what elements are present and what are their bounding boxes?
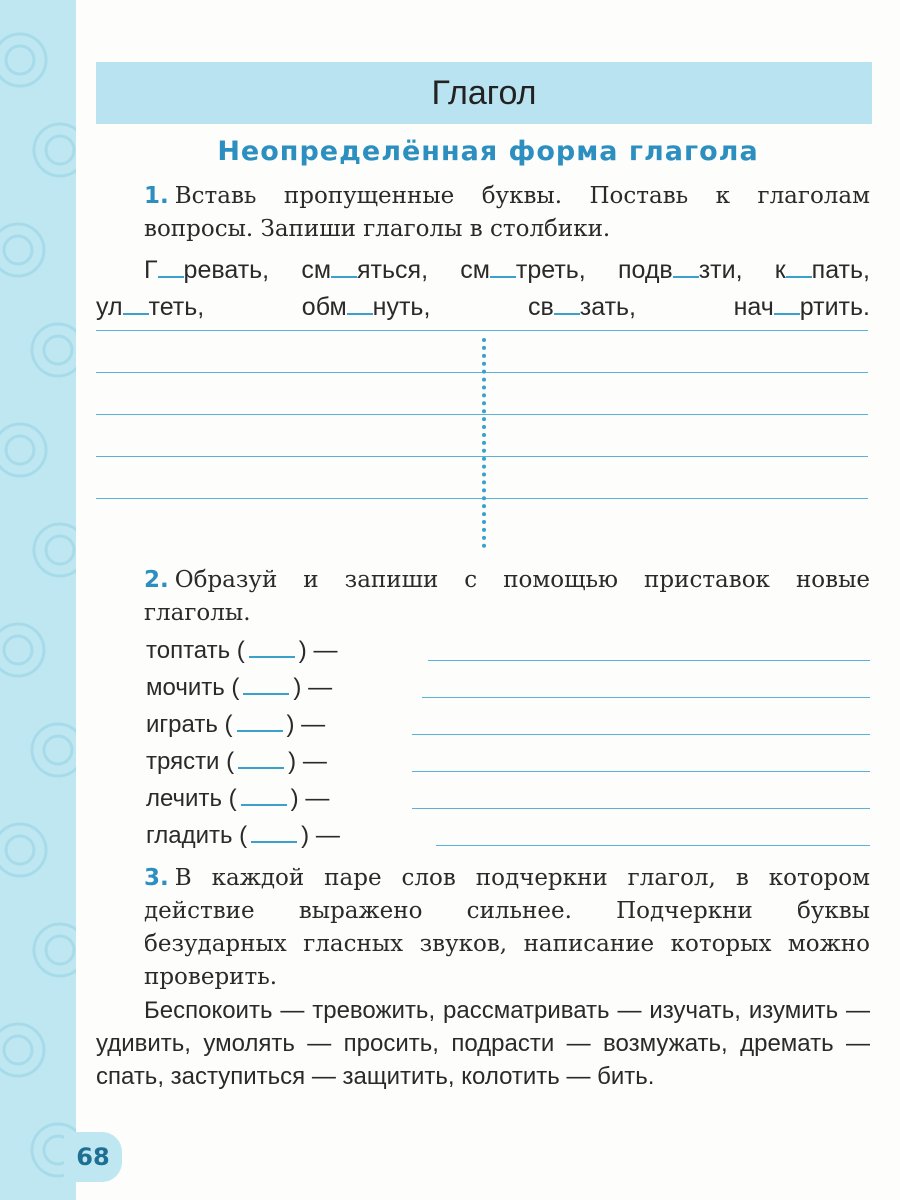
prefix-blank[interactable] bbox=[237, 710, 283, 732]
word-start: обм bbox=[301, 293, 347, 321]
answer-line[interactable] bbox=[412, 734, 870, 735]
letter-blank[interactable] bbox=[786, 254, 812, 278]
word-with-blank bbox=[301, 256, 428, 284]
prefix-blank[interactable] bbox=[243, 673, 289, 695]
paren-open: ( bbox=[221, 785, 237, 812]
answer-line[interactable] bbox=[412, 808, 870, 809]
paren-open: ( bbox=[217, 711, 233, 738]
word-with-blank bbox=[528, 293, 636, 321]
verb-prompt bbox=[146, 784, 329, 813]
paren-open: ( bbox=[232, 822, 248, 849]
task-1-word-list bbox=[96, 252, 870, 326]
paren-close: ) bbox=[298, 637, 314, 664]
word-end: яться, bbox=[357, 256, 429, 284]
prefix-blank[interactable] bbox=[251, 821, 297, 843]
page-title: Глагол bbox=[431, 74, 537, 112]
dash: — bbox=[301, 711, 326, 738]
word-end: ревать, bbox=[183, 256, 270, 284]
answer-line[interactable] bbox=[436, 845, 870, 846]
word-with-blank bbox=[302, 293, 431, 321]
verb-text: топтать bbox=[146, 637, 231, 664]
section-subtitle: Неопределённая форма глагола bbox=[217, 136, 759, 167]
word-with-blank bbox=[460, 256, 586, 284]
verb-prompt bbox=[146, 636, 337, 665]
writing-line[interactable] bbox=[96, 330, 868, 331]
verb-row bbox=[146, 782, 870, 818]
verb-prompt bbox=[146, 710, 325, 739]
decorative-side-strip bbox=[0, 0, 76, 1200]
task-3-text: Беспокоить — тревожить, рассматривать — изучать, изумить — удивить, умолять — просить, подрасти — возмужать, дремать — спать, заступиться — защитить, колотить — бить. bbox=[96, 997, 870, 1090]
word-with-blank bbox=[144, 256, 269, 284]
column-divider bbox=[482, 338, 486, 548]
verb-row bbox=[146, 671, 870, 707]
letter-blank[interactable] bbox=[158, 254, 184, 278]
prefix-blank[interactable] bbox=[238, 747, 284, 769]
prefix-blank[interactable] bbox=[249, 636, 295, 658]
verb-text: лечить bbox=[146, 785, 222, 812]
word-start: к bbox=[774, 256, 786, 284]
paren-close: ) bbox=[288, 748, 303, 775]
dash: — bbox=[308, 674, 333, 701]
word-start: св bbox=[527, 293, 554, 321]
task-3-instruction: В каждой паре слов подчеркни глагол, в котором действие выражено сильнее. Подчеркни буквы безударных гласных звуков, написание которых можно проверить. bbox=[144, 865, 870, 990]
word-end: зать, bbox=[579, 293, 637, 321]
verb-text: гладить bbox=[146, 822, 233, 849]
page-number: 68 bbox=[64, 1132, 122, 1182]
task-2-number: 2. bbox=[144, 567, 169, 593]
letter-blank[interactable] bbox=[673, 254, 699, 278]
paren-close: ) bbox=[286, 711, 302, 738]
paren-open: ( bbox=[224, 674, 240, 701]
word-with-blank bbox=[734, 293, 870, 321]
task-1-writing-lines bbox=[96, 330, 868, 550]
paren-close: ) bbox=[293, 674, 309, 701]
dash: — bbox=[313, 637, 338, 664]
word-start: ул bbox=[96, 293, 123, 321]
letter-blank[interactable] bbox=[347, 291, 373, 315]
workbook-page bbox=[76, 0, 900, 1200]
paren-close: ) bbox=[301, 822, 316, 849]
verb-row bbox=[146, 819, 870, 855]
word-start: см bbox=[460, 256, 490, 284]
letter-blank[interactable] bbox=[774, 291, 800, 315]
word-end: зти, bbox=[698, 256, 743, 284]
word-start: подв bbox=[617, 256, 673, 284]
word-end: треть, bbox=[515, 256, 586, 284]
word-start: нач bbox=[733, 293, 774, 321]
word-end: пать, bbox=[811, 256, 870, 284]
swirl-pattern-icon bbox=[0, 0, 76, 1200]
paren-open: ( bbox=[219, 748, 235, 775]
verb-prompt bbox=[146, 747, 327, 776]
letter-blank[interactable] bbox=[123, 291, 149, 315]
verb-text: играть bbox=[146, 711, 218, 738]
verb-row bbox=[146, 708, 870, 744]
word-end: нуть, bbox=[372, 293, 431, 321]
dash: — bbox=[302, 748, 327, 775]
letter-blank[interactable] bbox=[331, 254, 357, 278]
dash: — bbox=[315, 822, 340, 849]
paren-close: ) bbox=[290, 785, 306, 812]
verb-text: мочить bbox=[146, 674, 225, 701]
word-end: ртить. bbox=[799, 293, 870, 321]
verb-row bbox=[146, 745, 870, 781]
verb-text: трясти bbox=[146, 748, 220, 775]
task-3 bbox=[144, 862, 870, 994]
verb-prompt bbox=[146, 673, 332, 702]
prefix-blank[interactable] bbox=[241, 784, 287, 806]
task-1 bbox=[144, 180, 870, 246]
answer-line[interactable] bbox=[422, 697, 870, 698]
task-3-number: 3. bbox=[144, 865, 169, 891]
word-with-blank bbox=[775, 256, 870, 284]
verb-prompt bbox=[146, 821, 340, 850]
letter-blank[interactable] bbox=[490, 254, 516, 278]
task-1-instruction: Вставь пропущенные буквы. Поставь к глаголам вопросы. Запиши глаголы в столбики. bbox=[144, 183, 870, 242]
word-start: Г bbox=[144, 256, 158, 284]
title-banner bbox=[96, 62, 872, 124]
letter-blank[interactable] bbox=[554, 291, 580, 315]
answer-line[interactable] bbox=[428, 660, 870, 661]
word-end: теть, bbox=[148, 293, 205, 321]
word-with-blank bbox=[618, 256, 743, 284]
verb-row bbox=[146, 634, 870, 670]
task-1-number: 1. bbox=[144, 183, 169, 209]
word-start: см bbox=[301, 256, 332, 284]
task-2 bbox=[144, 564, 870, 630]
task-2-instruction: Образуй и запиши с помощью приставок новые глаголы. bbox=[144, 567, 870, 626]
dash: — bbox=[305, 785, 330, 812]
paren-open: ( bbox=[230, 637, 245, 664]
word-with-blank bbox=[96, 293, 204, 321]
answer-line[interactable] bbox=[412, 771, 870, 772]
